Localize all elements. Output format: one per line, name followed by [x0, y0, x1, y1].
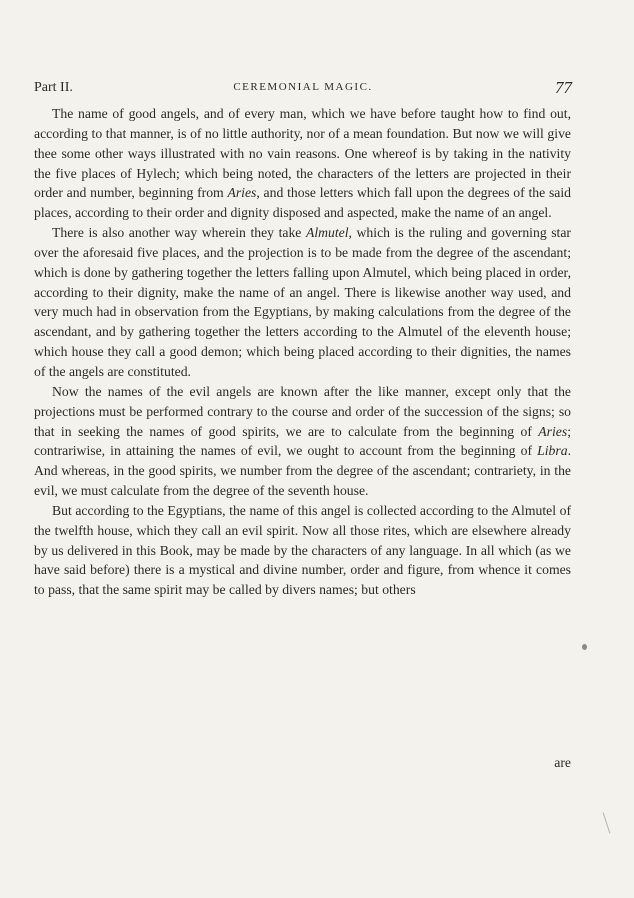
italic-term: Libra — [537, 443, 568, 459]
text-run: , which is the ruling and governing star over the aforesaid five places, and the projection is to be made from the degree of the ascendant; which is done by gathering together the letters falling upon Almutel, which being placed in order, according to their dignity, make the name of an angel. There is likewise another way used, and very much had in observation from the Egyptians, by making calculations from the degree of the ascendant, and by gathering together the letters according to the Almutel of the eleventh house; which house they call a good demon; which being placed according to their dignities, the names of the angels are constituted. — [34, 225, 571, 379]
ink-speck — [582, 644, 587, 650]
running-header — [34, 80, 572, 102]
text-run: The name of good angels, and of every man, which we have before taught how to find out, according to that manner, is of no little authority, nor of a mean foundation. But now we will give thee some other ways illustrated with no vain reasons. One whereof is by taking in the nativity the five places of Hylech; which being noted, the characters of the letters are projected in their order and number, beginning from — [34, 106, 571, 201]
page-number: 77 — [555, 78, 572, 97]
text-run: , and those letters which fall upon the degrees of the said places, according to their order and dignity disposed and aspected, make the name of an angel. — [34, 185, 571, 221]
text-run: There is also another way wherein they take — [52, 225, 306, 241]
text-run: ; contrariwise, in attaining the names of evil, we ought to account from the beginning of — [34, 423, 571, 459]
catchword: are — [554, 755, 571, 770]
paragraph — [34, 223, 571, 382]
italic-term: Aries — [227, 185, 257, 201]
body-text — [34, 104, 571, 600]
paragraph — [34, 104, 571, 223]
paragraph — [34, 382, 571, 501]
text-run: . And whereas, in the good spirits, we number from the degree of the ascendant; contrariety, in the evil, we must calculate from the degree of the seventh house. — [34, 443, 571, 499]
paper-mark — [603, 812, 611, 833]
running-title: CEREMONIAL MAGIC. — [233, 81, 373, 93]
italic-term: Aries — [538, 423, 568, 439]
paragraph — [34, 501, 571, 600]
text-run: Now the names of the evil angels are known after the like manner, except only that the projections must be performed contrary to the course and order of the succession of the signs; so that in seeking the names of good spirits, we are to calculate from the beginning of — [34, 383, 571, 439]
text-run: But according to the Egyptians, the name of this angel is collected according to the Almutel of the twelfth house, which they call an evil spirit. Now all those rites, which are elsewhere already by us delivered in this Book, may be made by the characters of any language. In all which (as we have said before) there is a mystical and divine number, order and figure, from whence it comes to pass, that the same spirit may be called by divers names; but others — [34, 502, 571, 598]
part-label: Part II. — [34, 80, 73, 95]
italic-term: Almutel — [305, 225, 349, 241]
